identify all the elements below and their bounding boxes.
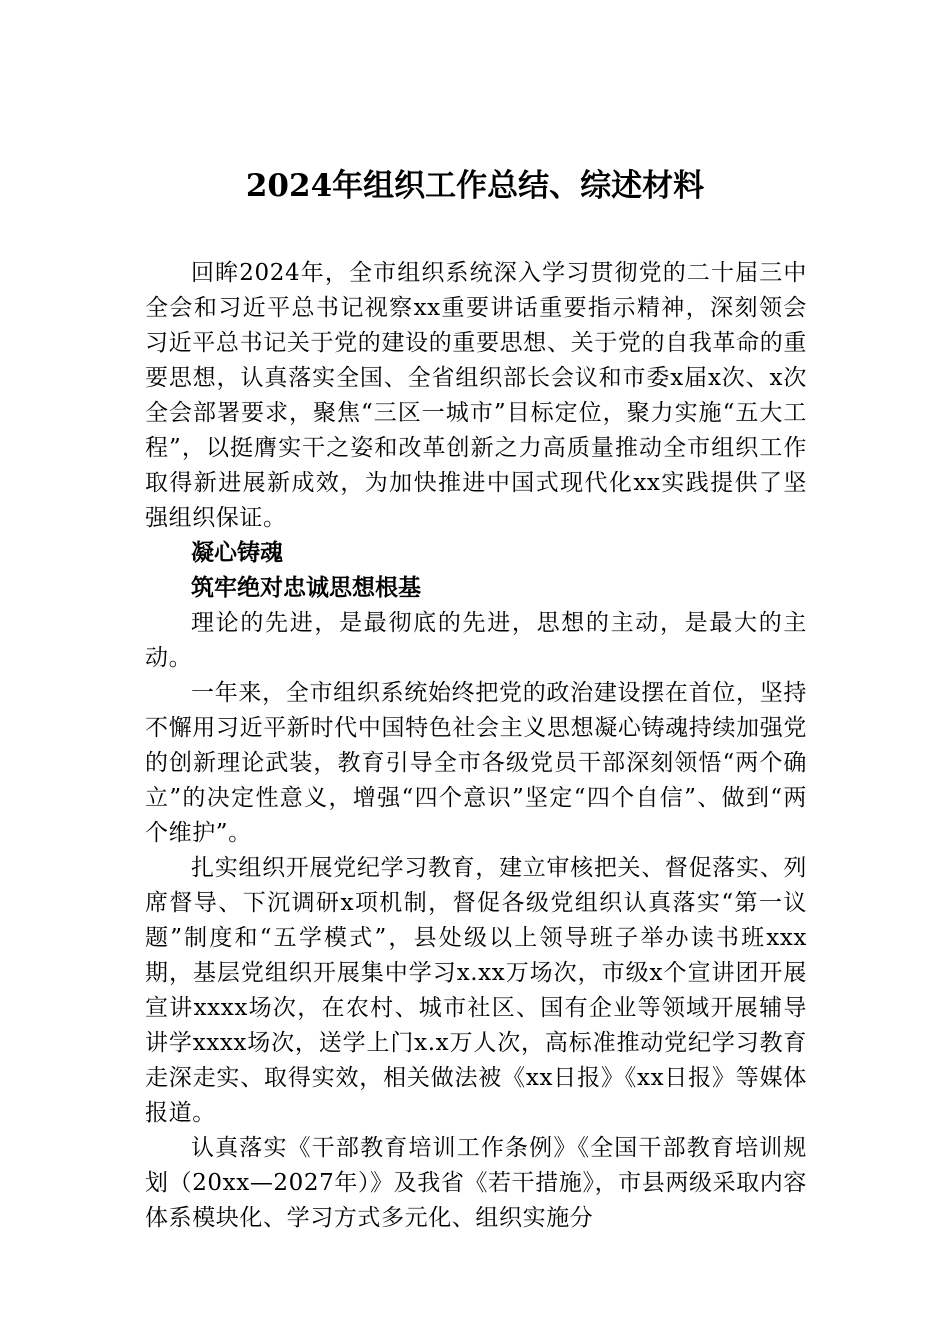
document-body [145,256,807,1236]
body-paragraph: 理论的先进，是最彻底的先进，思想的主动，是最大的主动。 [145,610,807,671]
document-title: 2024年组织工作总结、综述材料 [245,168,705,204]
body-paragraph: 认真落实《干部教育培训工作条例》《全国干部教育培训规划（20xx—2027年）》及我省《若干措施》，市县两级采取内容体系模块化、学习方式多元化、组织实施分 [145,1135,807,1231]
section-heading-primary: 凝心铸魂 [191,540,283,566]
intro-paragraph: 回眸2024年，全市组织系统深入学习贯彻党的二十届三中全会和习近平总书记视察xx重要讲话重要指示精神，深刻领会习近平总书记关于党的建设的重要思想、关于党的自我革命的重要思想，认真落实全国、全省组织部长会议和市委x届x次、x次全会部署要求，聚焦“三区一城市”目标定位，聚力实施“五大工程”，以挺膺实干之姿和改革创新之力高质量推动全市组织工作取得新进展新成效，为加快推进中国式现代化xx实践提供了坚强组织保证。 [145,260,807,531]
body-paragraph: 扎实组织开展党纪学习教育，建立审核把关、督促落实、列席督导、下沉调研x项机制，督促各级党组织认真落实“第一议题”制度和“五学模式”，县处级以上领导班子举办读书班xxx期，基层党组织开展集中学习x.xx万场次，市级x个宣讲团开展宣讲xxxx场次，在农村、城市社区、国有企业等领域开展辅导讲学xxxx场次，送学上门x.x万人次，高标准推动党纪学习教育走深走实、取得实效，相关做法被《xx日报》《xx日报》等媒体报道。 [145,855,807,1126]
body-paragraph: 一年来，全市组织系统始终把党的政治建设摆在首位，坚持不懈用习近平新时代中国特色社会主义思想凝心铸魂持续加强党的创新理论武装，教育引导全市各级党员干部深刻领悟“两个确立”的决定性意义，增强“四个意识”坚定“四个自信”、做到“两个维护”。 [145,680,807,846]
section-heading-secondary: 筑牢绝对忠诚思想根基 [191,575,421,601]
